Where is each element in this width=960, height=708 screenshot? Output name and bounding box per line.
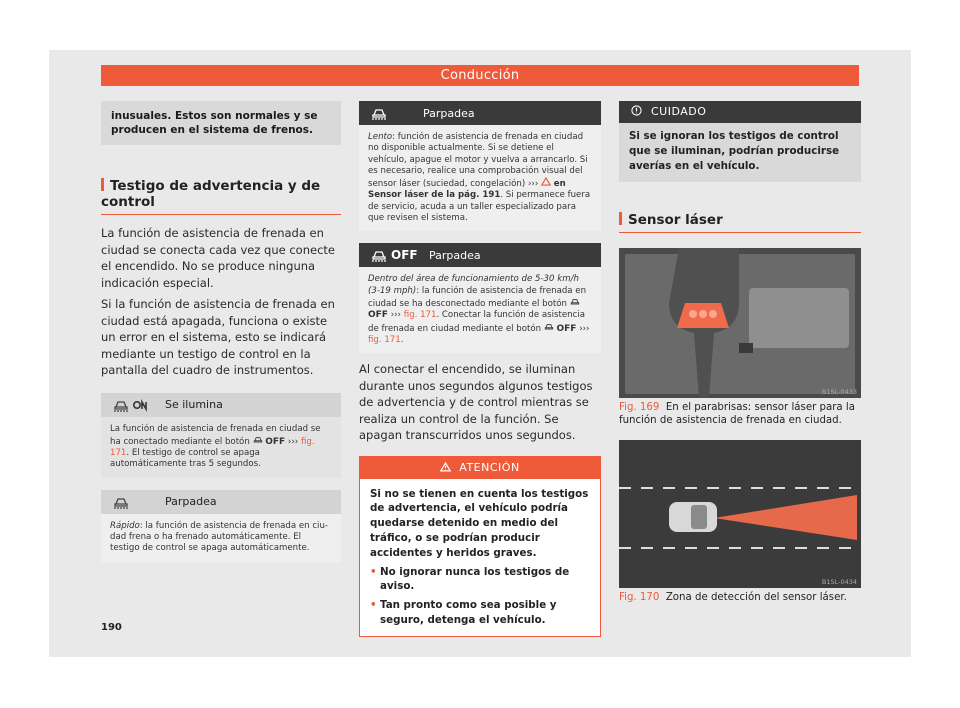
figure-code: B1SL-0434 [821,578,857,587]
city-brake-icon [570,297,580,306]
city-brake-lamp-icon [371,106,387,120]
caution-notice: CUIDADO Si se ignoran los testigos de control que se iluminan, podrían producirse averías en el vehículo. [619,101,861,182]
info-circle-icon [631,105,642,116]
windshield-sensor-illustration [619,248,861,398]
lamp-status: Parpadea [429,248,481,262]
fig-reference[interactable]: fig. 171 [110,436,315,459]
lamp-status: Parpadea [165,495,217,509]
figure-169-image [619,248,861,398]
detection-zone-illustration [619,440,861,588]
lamp-blinks-slow: Parpadea Lento: función de asistencia de frenada en ciudad no disponible actualmente. Si se detiene el vehículo, apague el motor y vuelva a arrancarlo. Si es necesario, realice una comprobación visual del sensor láser (suciedad, congelación) ››› en Sensor láser de la pág. 191. Si permanece fuera de servicio, acuda a un taller especializado para que revisen el sistema. [359,101,601,231]
list-item: • Tan pronto como sea posible y seguro, detenga el vehículo. [370,598,590,628]
fig-reference[interactable]: fig. 171 [368,334,401,345]
city-brake-icon [544,322,554,331]
column-left [101,98,341,562]
intro-box: inusuales. Estos son normales y se producen en el sistema de frenos. [101,101,341,145]
chapter-header: Conducción [101,65,859,86]
city-brake-lamp-icon [371,248,387,262]
figure-170-image [619,440,861,588]
caution-title: CUIDADO [651,105,707,118]
lamp-status: Parpadea [423,106,475,120]
paragraph: Si la función de asistencia de frenada en ciudad está apagada, funciona o existe un error en el sistema, esto se indicará mediante un testigo de control en la pantalla del cuadro de instrumentos. [101,297,335,377]
cross-reference-link[interactable]: en Sensor láser de la pág. 191 [368,179,566,201]
city-brake-lamp-icon [113,398,129,412]
city-brake-lamp-icon [113,495,129,509]
warning-title: ATENCIÓN [459,460,520,474]
lamp-blinks-fast: Parpadea Rápido: la función de asistencia de frenada en ciudad frena o ha frenado automáticamente. El testigo de control se apaga automáticamente. [101,490,341,562]
paragraph: Al conectar el encendido, se iluminan durante unos segundos algunos testigos de advertencia y de control mientras se realiza un control de la función. Se apagan transcurridos unos segundos. [359,362,593,443]
fig-reference[interactable]: fig. 171 [403,310,437,321]
off-label: OFF [265,436,286,447]
column-middle [359,98,601,637]
figure-code: B1SL-0433 [821,388,857,397]
section-title-laser-sensor: Sensor láser [619,212,861,233]
figure-caption: Fig. 169 En el parabrisas: sensor láser para la función de asistencia de frenada en ciudad. [619,402,855,427]
warning-triangle-icon [541,177,551,186]
paragraph: La función de asistencia de frenada en ciudad se conecta cada vez que conecte el encendido. No se produce ninguna indicación especial. [101,226,335,290]
city-brake-icon [253,435,263,444]
list-item: • No ignorar nunca los testigos de aviso. [370,565,590,595]
section-title-warning-lamp: Testigo de advertencia y de control [101,178,341,215]
lamp-status: Se ilumina [165,398,223,411]
column-right [619,98,861,604]
figure-caption: Fig. 170 Zona de detección del sensor láser. [619,592,847,604]
warning-notice: ATENCIÓN Si no se tienen en cuenta los testigos de advertencia, el vehículo podría quedarse detenido en medio del tráfico, o se podrían producir accidentes y heridos graves. • No ignorar nunca los testigos de aviso. • Tan pronto como sea posible y seguro, detenga el vehículo. [359,456,601,637]
lamp-lights-up: Se ilumina La función de asistencia de frenada en ciudad se ha conectado mediante el botón OFF ››› fig. 171. El testigo de control se apaga automáticamente tras 5 segundos. [101,393,341,478]
page-number: 190 [101,622,122,633]
warning-triangle-icon [440,462,451,472]
on-glyph-icon [133,398,147,412]
off-label: OFF [391,248,418,263]
lamp-off-blinks: OFF Parpadea Dentro del área de funcionamiento de 5-30 km/h (3-19 mph): la función de asistencia de frenada en ciudad se ha desconectado mediante el botón OFF ››› fig. 171. Conectar la función de asistencia de frenada en ciudad mediante el botón OFF ››› fig. 171. [359,243,601,353]
